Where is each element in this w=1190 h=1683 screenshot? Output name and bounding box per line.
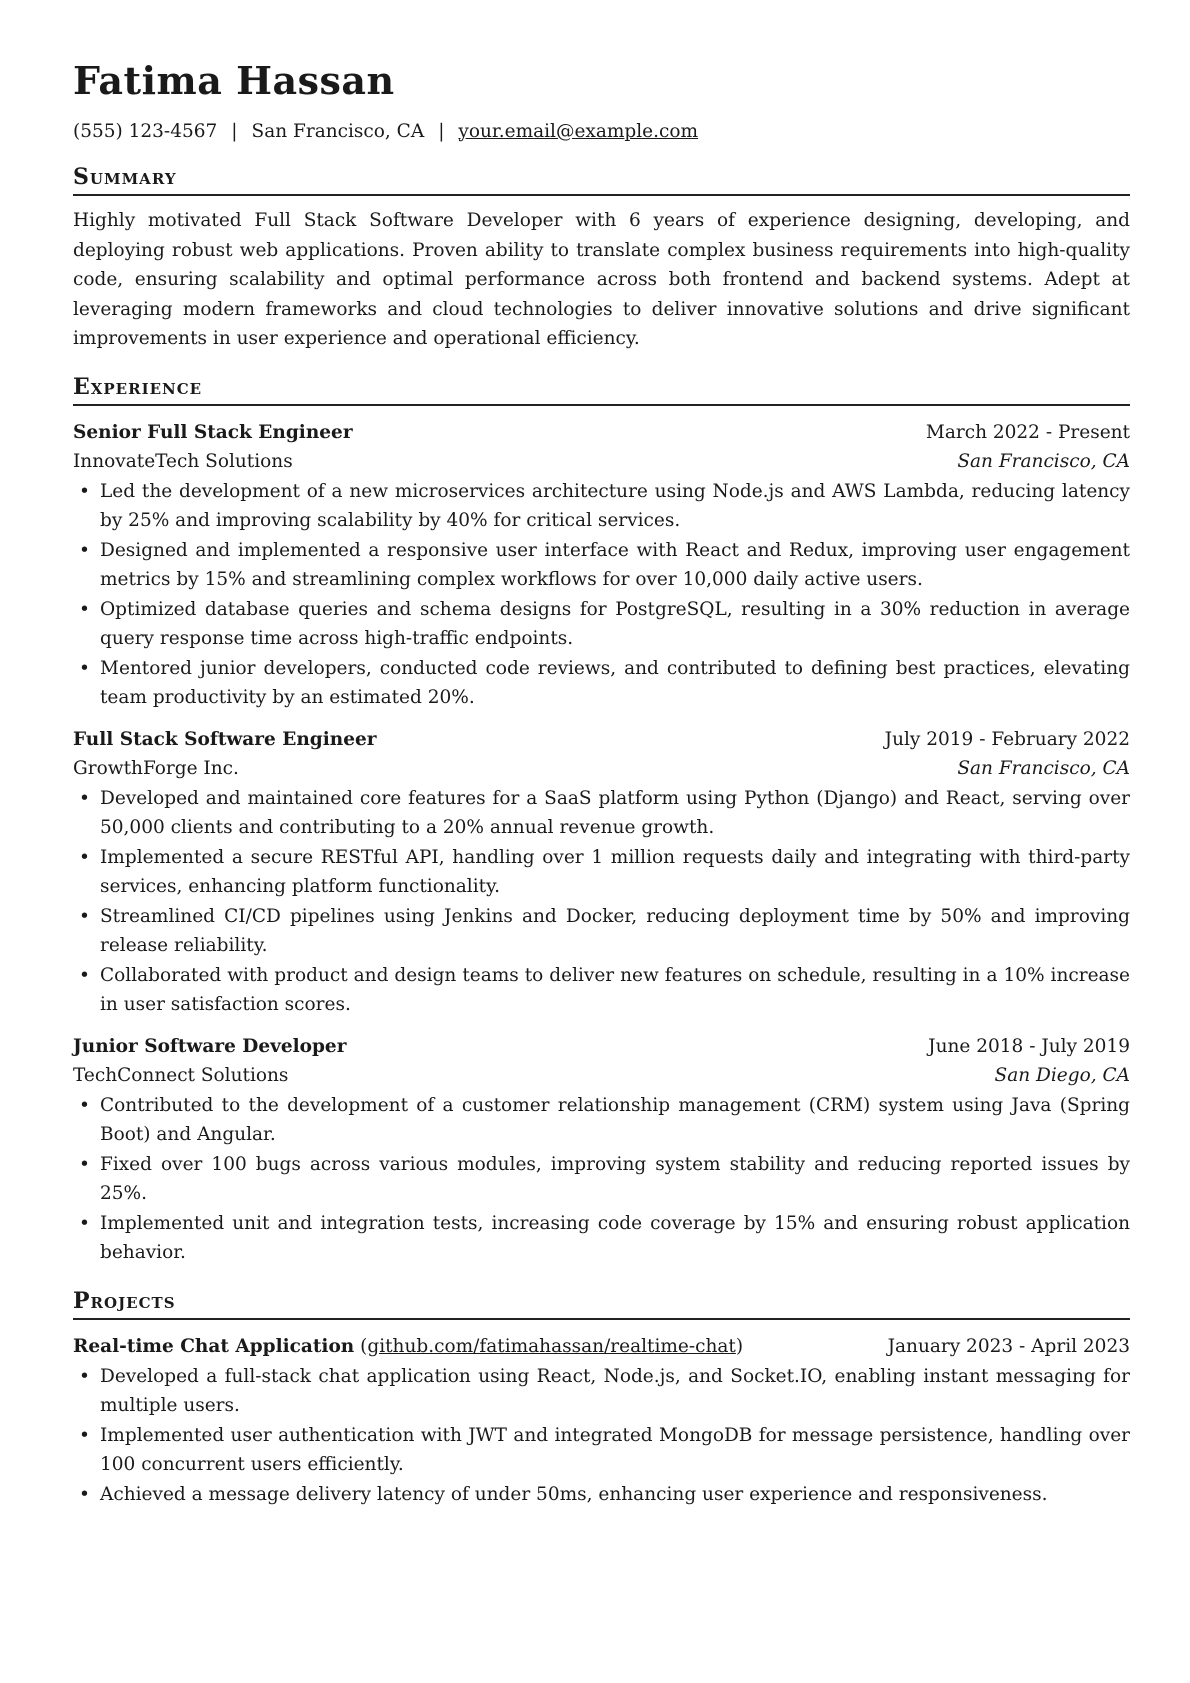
bullet-text: Contributed to the development of a customer relationship management (CRM) system using Java (Spring Boot) and Angular.	[100, 1094, 1130, 1146]
bullet-text: Implemented user authentication with JWT and integrated MongoDB for message persistence, handling over 100 concurrent users efficiently.	[100, 1424, 1130, 1476]
bullet-list	[73, 1362, 1130, 1510]
project-entry	[73, 1332, 1130, 1509]
bullet-text: Developed and maintained core features for a SaaS platform using Python (Django) and React, serving over 50,000 clients and contributing to a 20% annual revenue growth.	[100, 787, 1130, 839]
bullet-item	[73, 784, 1130, 843]
bullet-icon: •	[79, 787, 90, 809]
bullet-list	[73, 1091, 1130, 1268]
job-entry	[73, 418, 1130, 713]
bullet-icon: •	[79, 657, 90, 679]
bullet-text: Achieved a message delivery latency of under 50ms, enhancing user experience and responsiveness.	[100, 1483, 1048, 1505]
bullet-item	[73, 1150, 1130, 1209]
bullet-item	[73, 843, 1130, 902]
bullet-item	[73, 902, 1130, 961]
bullet-item	[73, 654, 1130, 713]
bullet-item	[73, 1362, 1130, 1421]
bullet-item	[73, 1421, 1130, 1480]
bullet-icon: •	[79, 598, 90, 620]
project-title-row	[73, 1332, 1130, 1362]
projects-list	[73, 1332, 1130, 1509]
bullet-icon: •	[79, 846, 90, 868]
job-company-row	[73, 447, 1130, 477]
job-location: San Francisco, CA	[957, 451, 1130, 473]
summary-heading: Summary	[73, 164, 1130, 196]
contact-separator: |	[231, 120, 238, 142]
bullet-icon: •	[79, 1153, 90, 1175]
bullet-item	[73, 536, 1130, 595]
job-title: Junior Software Developer	[73, 1035, 347, 1057]
bullet-list	[73, 477, 1130, 713]
bullet-text: Designed and implemented a responsive user interface with React and Redux, improving user engagement metrics by 15% and streamlining complex workflows for over 10,000 daily active users.	[100, 539, 1130, 591]
bullet-icon: •	[79, 539, 90, 561]
job-location: San Diego, CA	[994, 1065, 1130, 1087]
bullet-text: Mentored junior developers, conducted code reviews, and contributed to defining best practices, elevating team productivity by an estimated 20%.	[100, 657, 1130, 709]
bullet-icon: •	[79, 1483, 90, 1505]
job-title-row	[73, 725, 1130, 755]
project-name: Real-time Chat Application	[73, 1336, 355, 1358]
company-name: GrowthForge Inc.	[73, 758, 239, 780]
bullet-icon: •	[79, 905, 90, 927]
company-name: TechConnect Solutions	[73, 1065, 289, 1087]
bullet-text: Optimized database queries and schema designs for PostgreSQL, resulting in a 30% reduction in average query response time across high-traffic endpoints.	[100, 598, 1130, 650]
bullet-icon: •	[79, 1424, 90, 1446]
location: San Francisco, CA	[251, 120, 425, 142]
bullet-text: Led the development of a new microservices architecture using Node.js and AWS Lambda, reducing latency by 25% and improving scalability by 40% for critical services.	[100, 480, 1130, 532]
job-title: Full Stack Software Engineer	[73, 728, 377, 750]
summary-text: Highly motivated Full Stack Software Developer with 6 years of experience designing, developing, and deploying robust web applications. Proven ability to translate complex business requirements into high-quality code, ensuring scalability and optimal performance across both frontend and backend systems. Adept at leveraging modern frameworks and cloud technologies to deliver innovative solutions and drive significant improvements in user experience and operational efficiency.	[73, 210, 1130, 350]
job-title-row	[73, 418, 1130, 448]
project-dates: January 2023 - April 2023	[887, 1336, 1130, 1358]
job-title-row	[73, 1032, 1130, 1062]
bullet-icon: •	[79, 1094, 90, 1116]
bullet-list	[73, 784, 1130, 1020]
bullet-icon: •	[79, 964, 90, 986]
job-location: San Francisco, CA	[957, 758, 1130, 780]
job-entry	[73, 1032, 1130, 1268]
bullet-item	[73, 595, 1130, 654]
phone-number: (555) 123-4567	[73, 120, 218, 142]
bullet-item	[73, 1480, 1130, 1510]
project-link[interactable]: github.com/fatimahassan/realtime-chat	[367, 1336, 736, 1358]
job-company-row	[73, 1061, 1130, 1091]
job-company-row	[73, 754, 1130, 784]
bullet-icon: •	[79, 1212, 90, 1234]
email-link[interactable]: your.email@example.com	[458, 120, 699, 142]
bullet-item	[73, 1209, 1130, 1268]
bullet-text: Developed a full-stack chat application using React, Node.js, and Socket.IO, enabling instant messaging for multiple users.	[100, 1365, 1130, 1417]
bullet-item	[73, 1091, 1130, 1150]
bullet-item	[73, 477, 1130, 536]
candidate-name: Fatima Hassan	[73, 58, 395, 103]
job-dates: June 2018 - July 2019	[928, 1035, 1130, 1057]
bullet-item	[73, 961, 1130, 1020]
project-heading: Real-time Chat Application (github.com/fatimahassan/realtime-chat)	[73, 1336, 744, 1358]
job-dates: March 2022 - Present	[925, 421, 1130, 443]
job-dates: July 2019 - February 2022	[884, 728, 1130, 750]
job-title: Senior Full Stack Engineer	[73, 421, 353, 443]
bullet-text: Collaborated with product and design teams to deliver new features on schedule, resulting in a 10% increase in user satisfaction scores.	[100, 964, 1130, 1016]
experience-list	[73, 418, 1130, 1268]
bullet-text: Implemented unit and integration tests, increasing code coverage by 15% and ensuring robust application behavior.	[100, 1212, 1130, 1264]
bullet-text: Streamlined CI/CD pipelines using Jenkins and Docker, reducing deployment time by 50% and improving release reliability.	[100, 905, 1130, 957]
contact-separator: |	[438, 120, 445, 142]
bullet-icon: •	[79, 480, 90, 502]
experience-heading: Experience	[73, 374, 1130, 406]
contact-line	[73, 120, 1130, 144]
bullet-icon: •	[79, 1365, 90, 1387]
projects-heading: Projects	[73, 1288, 1130, 1320]
company-name: InnovateTech Solutions	[73, 451, 293, 473]
bullet-text: Implemented a secure RESTful API, handling over 1 million requests daily and integrating with third-party services, enhancing platform functionality.	[100, 846, 1130, 898]
job-entry	[73, 725, 1130, 1020]
bullet-text: Fixed over 100 bugs across various modules, improving system stability and reducing reported issues by 25%.	[100, 1153, 1130, 1205]
